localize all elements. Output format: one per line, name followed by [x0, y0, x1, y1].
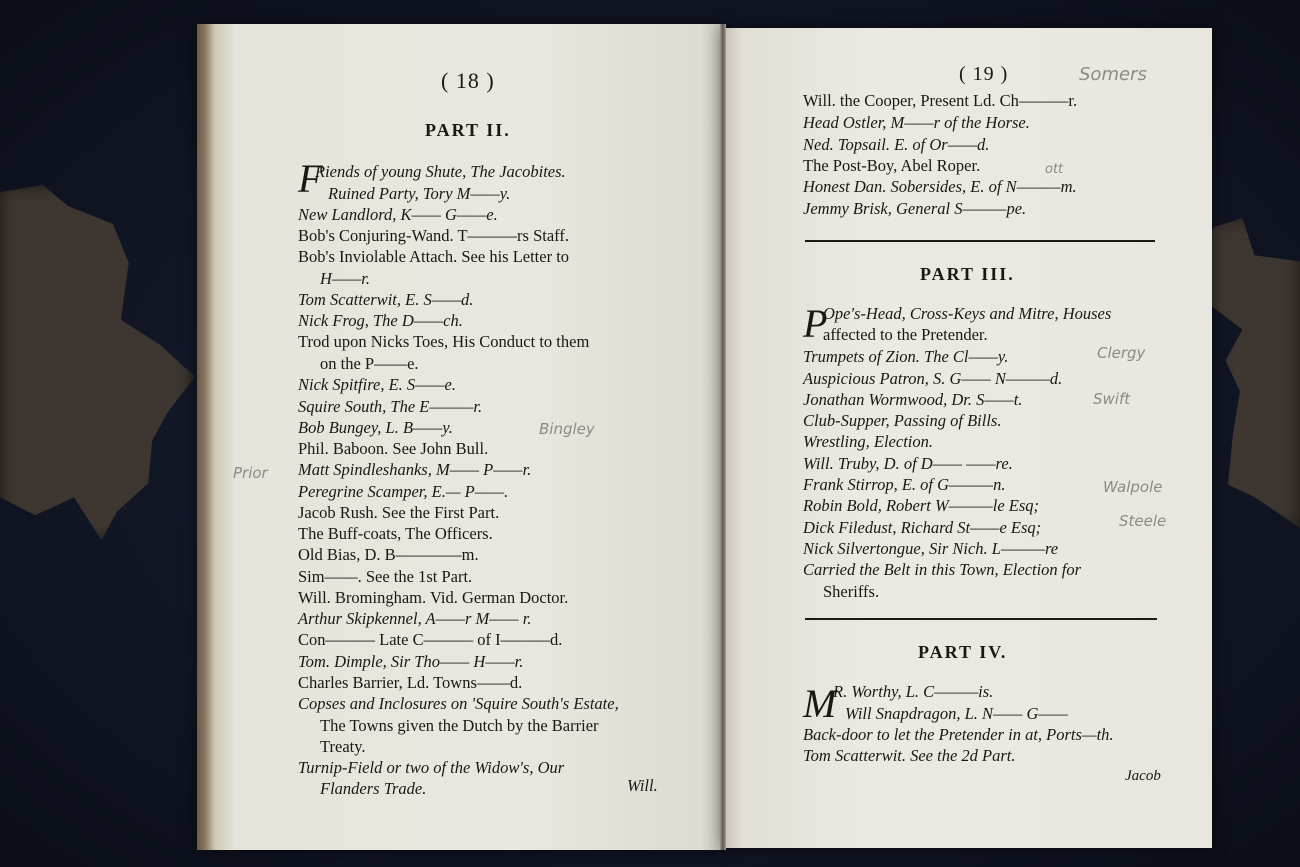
text-line: Con——— Late C——— of I———d. [298, 630, 563, 649]
drop-cap: P [803, 301, 828, 346]
text-line: Carried the Belt in this Town, Election for [803, 560, 1082, 579]
text-line: New Landlord, K—— G——e. [298, 205, 498, 224]
text-line: Old Bias, D. B————m. [298, 545, 479, 564]
text-line: H——r. [320, 269, 370, 288]
catchword: Jacob [1125, 768, 1161, 784]
right-page [723, 28, 1212, 848]
text-line: Jacob Rush. See the First Part. [298, 503, 500, 522]
text-line: Matt Spindleshanks, M—— P——r. [298, 460, 532, 479]
text-line: Trumpets of Zion. The Cl——y. [803, 347, 1009, 366]
text-line: Riends of young Shute, The Jacobites. [315, 162, 566, 181]
text-line: Bob Bungey, L. B——y. [298, 418, 453, 437]
part-heading: PART IV. [918, 642, 1008, 662]
text-line: Frank Stirrop, E. of G———n. [803, 475, 1006, 494]
text-line: Ned. Topsail. E. of Or——d. [803, 135, 990, 154]
handwritten-note: Steele [1119, 512, 1167, 530]
text-line: Honest Dan. Sobersides, E. of N———m. [803, 177, 1077, 196]
text-line: Back-door to let the Pretender in at, Ports—th. [803, 725, 1114, 744]
text-line: Peregrine Scamper, E.— P——. [298, 482, 509, 501]
text-line: Nick Silvertongue, Sir Nich. L———re [803, 539, 1059, 558]
text-line: Club-Supper, Passing of Bills. [803, 411, 1002, 430]
text-line: Charles Barrier, Ld. Towns——d. [298, 673, 523, 692]
text-line: Tom Scatterwit, E. S——d. [298, 290, 474, 309]
book-gutter [720, 24, 726, 850]
page-number: ( 18 ) [441, 68, 495, 93]
handwritten-note: Somers [1079, 64, 1147, 85]
handwritten-note: Swift [1093, 390, 1131, 408]
text-line: Flanders Trade. [320, 779, 427, 798]
text-line: The Post-Boy, Abel Roper. [803, 156, 981, 175]
text-line: Sim——. See the 1st Part. [298, 567, 473, 586]
text-line: Auspicious Patron, S. G—— N———d. [803, 369, 1063, 388]
text-line: Tom. Dimple, Sir Tho—— H——r. [298, 652, 524, 671]
text-line: Ope's-Head, Cross-Keys and Mitre, Houses [823, 304, 1112, 323]
text-line: Tom Scatterwit. See the 2d Part. [803, 746, 1016, 765]
part-heading: PART II. [425, 120, 511, 140]
text-line: Squire South, The E———r. [298, 397, 483, 416]
section-rule [805, 240, 1155, 242]
handwritten-note: ott [1045, 162, 1064, 177]
text-line: Turnip-Field or two of the Widow's, Our [298, 758, 565, 777]
text-line: R. Worthy, L. C———is. [833, 682, 994, 701]
text-line: Arthur Skipkennel, A——r M—— r. [298, 609, 532, 628]
section-rule [805, 618, 1157, 620]
text-line: Dick Filedust, Richard St——e Esq; [803, 518, 1042, 537]
text-line: Robin Bold, Robert W———le Esq; [803, 496, 1040, 515]
text-line: Will Snapdragon, L. N—— G—— [845, 704, 1068, 723]
text-line: Wrestling, Election. [803, 432, 933, 451]
text-line: Will. Bromingham. Vid. German Doctor. [298, 588, 569, 607]
text-line: Treaty. [320, 737, 366, 756]
drop-cap: F [298, 156, 323, 201]
drop-cap: M [803, 681, 837, 726]
text-line: Head Ostler, M——r of the Horse. [803, 113, 1030, 132]
left-page [197, 24, 723, 850]
page-number: ( 19 ) [959, 63, 1009, 85]
text-line: Ruined Party, Tory M——y. [328, 184, 511, 203]
text-line: Jemmy Brisk, General S———pe. [803, 199, 1027, 218]
text-line: Will. the Cooper, Present Ld. Ch———r. [803, 91, 1078, 110]
text-line: Bob's Conjuring-Wand. T———rs Staff. [298, 226, 569, 245]
text-line: Nick Spitfire, E. S——e. [298, 375, 456, 394]
text-line: Copses and Inclosures on 'Squire South's Estate, [298, 694, 619, 713]
text-line: Trod upon Nicks Toes, His Conduct to them [298, 332, 590, 351]
text-line: The Buff-coats, The Officers. [298, 524, 493, 543]
text-line: Nick Frog, The D——ch. [298, 311, 463, 330]
text-line: on the P——e. [320, 354, 419, 373]
text-line: Jonathan Wormwood, Dr. S——t. [803, 390, 1023, 409]
handwritten-note: Prior [233, 464, 268, 482]
handwritten-note: Walpole [1103, 478, 1163, 496]
text-line: Sheriffs. [823, 582, 880, 601]
catchword: Will. [627, 776, 658, 795]
text-line: Phil. Baboon. See John Bull. [298, 439, 489, 458]
handwritten-note: Bingley [539, 420, 595, 438]
handwritten-note: Clergy [1097, 344, 1146, 362]
text-line: affected to the Pretender. [823, 325, 988, 344]
text-line: The Towns given the Dutch by the Barrier [320, 716, 599, 735]
text-line: Bob's Inviolable Attach. See his Letter to [298, 247, 570, 266]
text-line: Will. Truby, D. of D—— ——re. [803, 454, 1013, 473]
part-heading: PART III. [920, 264, 1015, 284]
metal-clip-left [0, 185, 195, 540]
